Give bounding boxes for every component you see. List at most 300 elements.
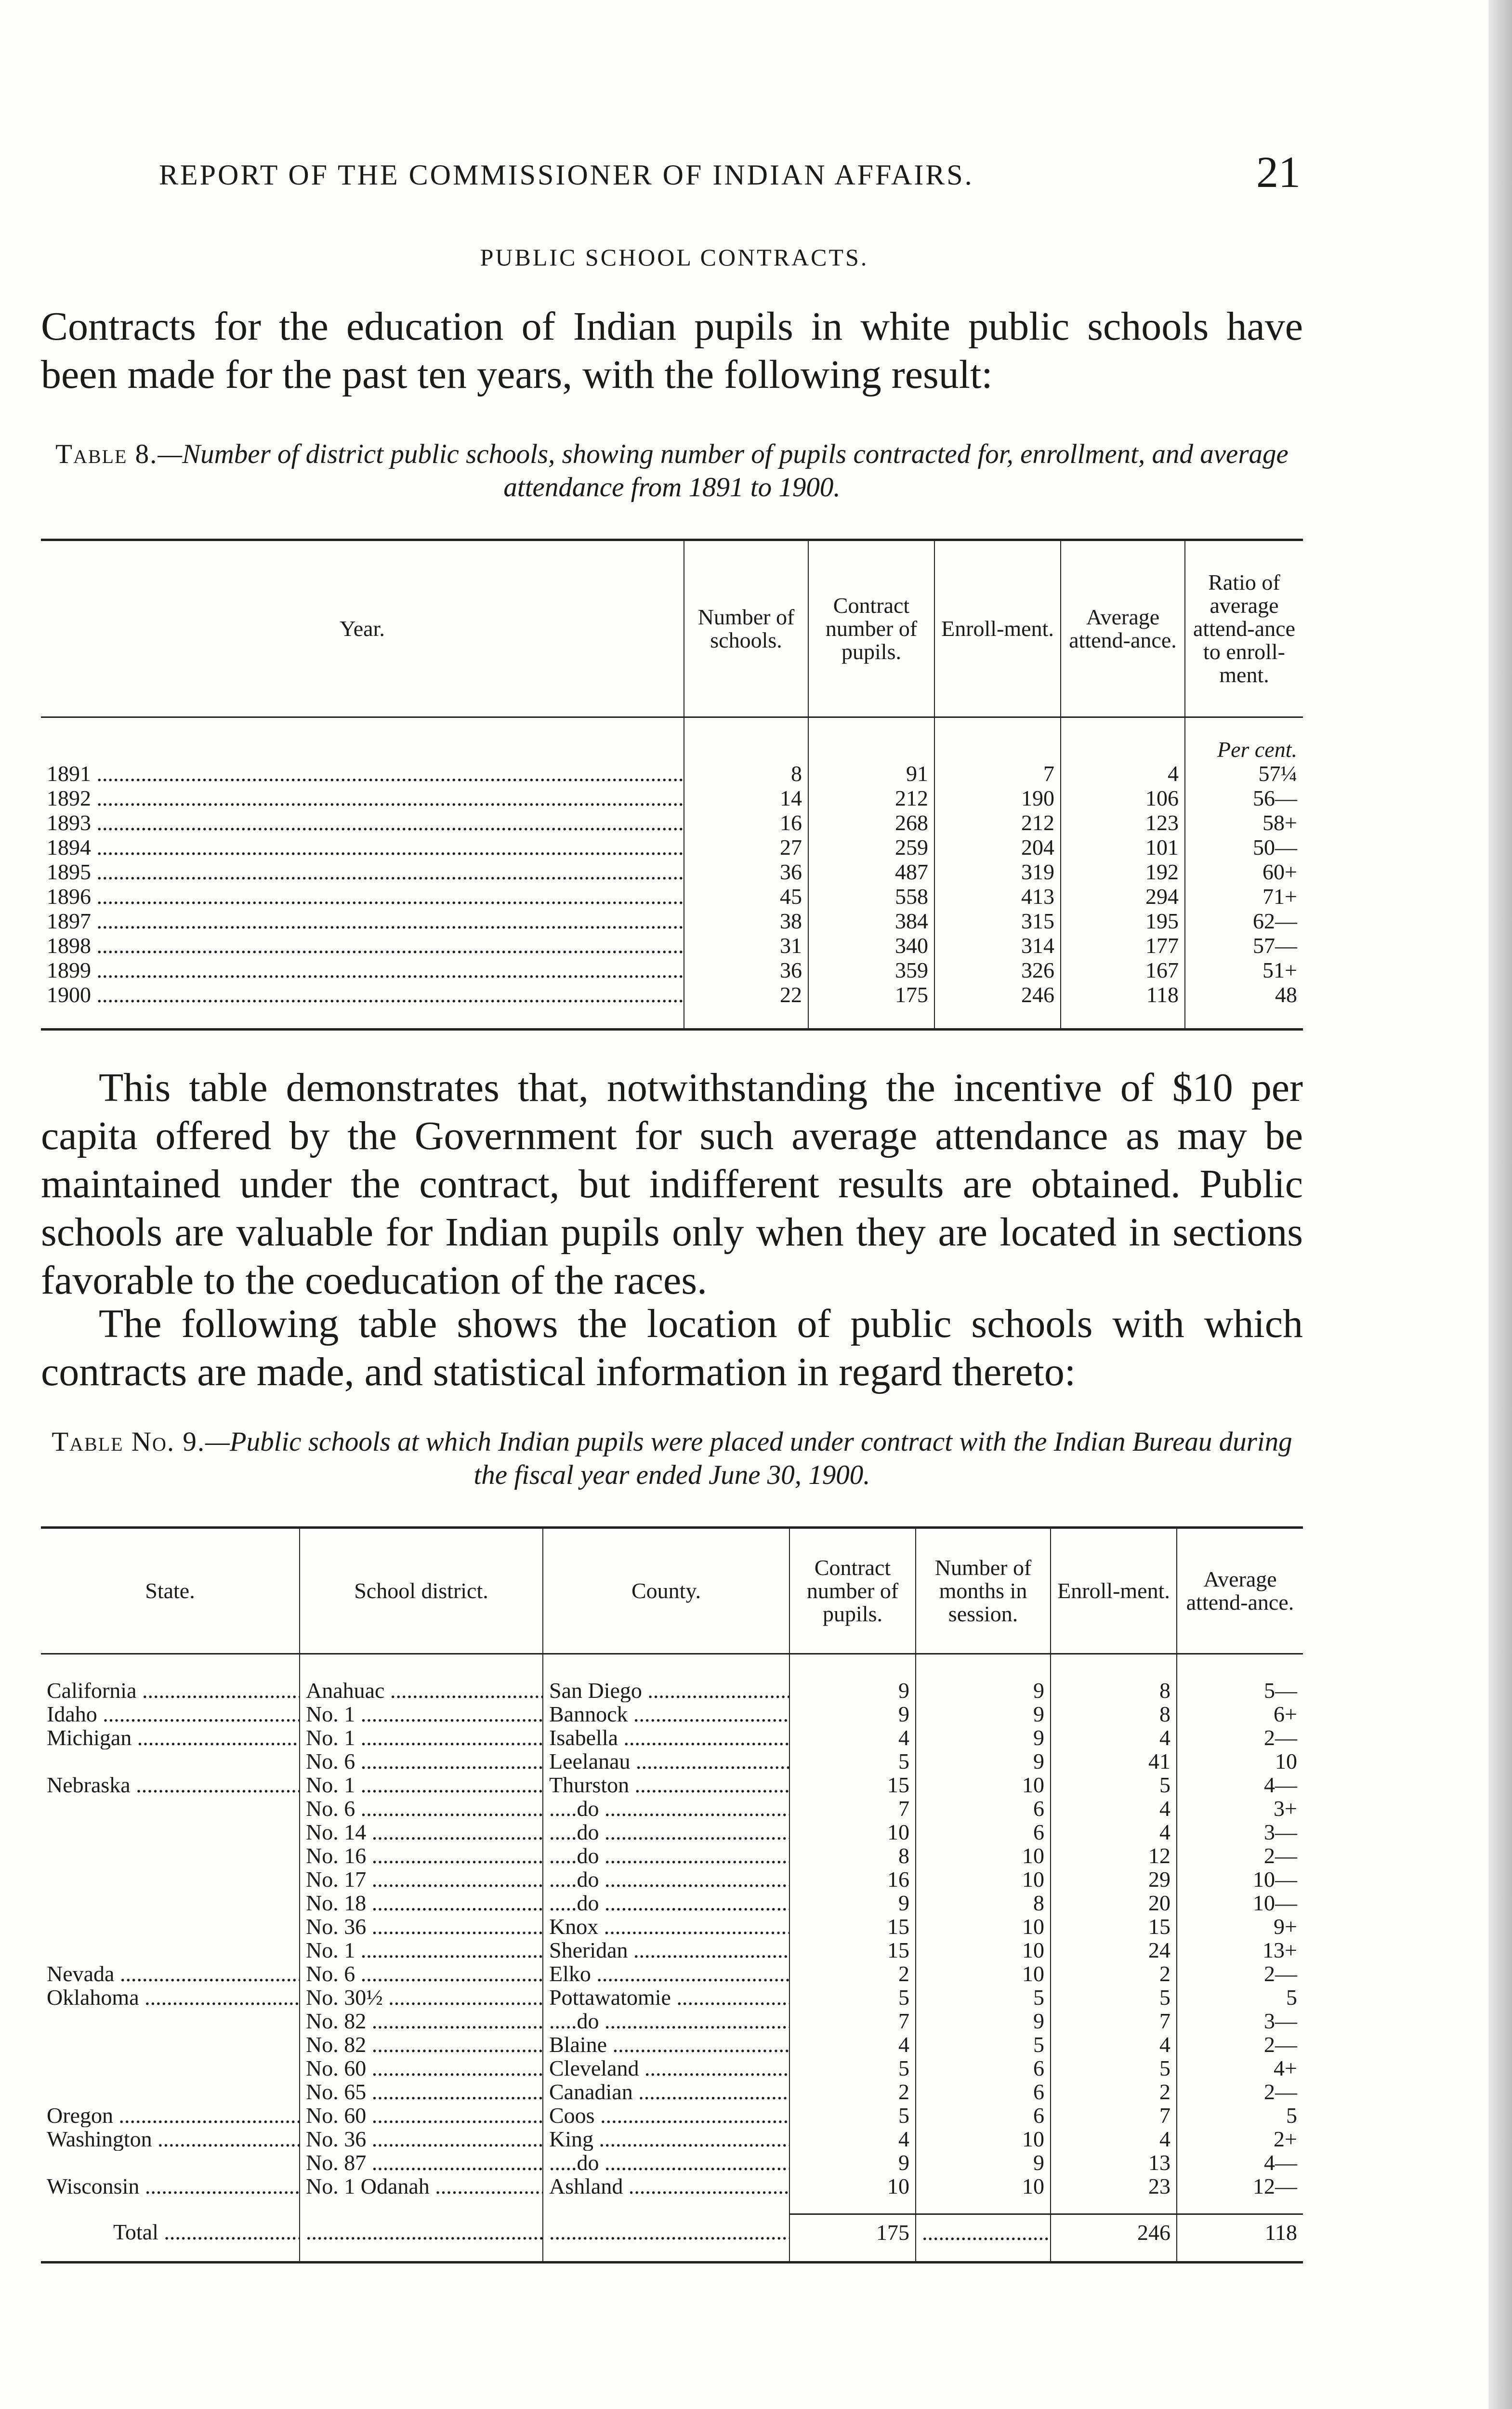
table9-row: [41, 1797, 1303, 1820]
table9-col-header: State.: [41, 1528, 300, 1654]
table9-district-cell-text: No. 82: [306, 2009, 367, 2033]
table9-row: [41, 2174, 1303, 2198]
table9-county-cell-text: .....do: [549, 2151, 599, 2174]
table9-row: [41, 1891, 1303, 1915]
table8-value-cell: 123: [1061, 810, 1185, 835]
table8-row: [41, 909, 1303, 933]
table9-district-cell: [300, 2056, 543, 2080]
table9-value-cell: 5: [789, 1749, 916, 1773]
table9-county-cell-text: Elko: [549, 1962, 591, 1985]
table8-value-cell: 60+: [1185, 860, 1303, 884]
table9-county-cell: [543, 1844, 789, 1867]
table9-value-cell: 6+: [1177, 1702, 1303, 1726]
body-paragraph-2: The following table shows the location of public schools with which contracts are made, and statistical information in regard thereto:: [41, 1301, 1303, 1394]
table9-county-cell-text: San Diego: [549, 1679, 642, 1702]
table8-value-cell: 36: [684, 860, 808, 884]
table9-district-cell: [300, 2080, 543, 2104]
table9-value-cell: 5: [789, 2056, 916, 2080]
table8: [41, 539, 1303, 1031]
table9-county-cell-text: Pottawatomie: [549, 1985, 671, 2009]
table8-year-cell: [41, 884, 684, 909]
table8-value-cell: 101: [1061, 835, 1185, 860]
table8-col-header: Number of schools.: [684, 540, 808, 717]
table9-value-cell: 4: [789, 2033, 916, 2056]
table9-row: [41, 1679, 1303, 1702]
table9-value-cell: 9+: [1177, 1915, 1303, 1938]
table8-value-cell: 14: [684, 786, 808, 810]
table9-value-cell: 5: [1051, 1985, 1177, 2009]
table8-col-header: Contract number of pupils.: [808, 540, 934, 717]
table9-county-cell: [543, 1749, 789, 1773]
table9-value-cell: 2—: [1177, 2080, 1303, 2104]
table8-value-cell: 56—: [1185, 786, 1303, 810]
table9-header-row: [41, 1528, 1303, 1654]
table9-district-cell: [300, 1891, 543, 1915]
table9-county-cell: [543, 1679, 789, 1702]
table9-total-contract: 175: [789, 2214, 916, 2263]
table9-value-cell: 7: [1051, 2009, 1177, 2033]
table8-year-cell-text: 1899: [47, 958, 91, 982]
table9-district-cell-text: No. 1: [306, 1702, 355, 1726]
table9-county-cell-text: Cleveland: [549, 2056, 639, 2080]
table9-district-cell-text: No. 14: [306, 1820, 367, 1844]
intro-paragraph: Contracts for the education of Indian pupils in white public schools have been made for the past ten years, with the following result:: [41, 304, 1303, 397]
table9-row: [41, 1985, 1303, 2009]
table9-value-cell: 13: [1051, 2151, 1177, 2174]
table9-district-cell-text: No. 1 Odanah: [306, 2174, 430, 2198]
table9-row: [41, 1749, 1303, 1773]
table9-state-cell: [41, 1749, 300, 1773]
table9-state-cell: [41, 1820, 300, 1844]
table8-value-cell: 314: [934, 933, 1061, 958]
table8-year-cell-text: 1892: [47, 786, 91, 810]
table8-caption: [41, 437, 1303, 504]
table9-value-cell: 9: [789, 2151, 916, 2174]
table9-state-cell-text: California: [47, 1679, 137, 1702]
table9-value-cell: 10: [789, 1820, 916, 1844]
table8-value-cell: 51+: [1185, 958, 1303, 982]
table9-value-cell: 10: [916, 2127, 1051, 2151]
table9-state-cell-text: Michigan: [47, 1726, 132, 1749]
table8-year-cell-text: 1895: [47, 860, 91, 884]
table9-value-cell: 20: [1051, 1891, 1177, 1915]
table9-value-cell: 10—: [1177, 1891, 1303, 1915]
table8-value-cell: 27: [684, 835, 808, 860]
section-title: PUBLIC SCHOOL CONTRACTS.: [480, 244, 869, 271]
table9-col-header: Contract number of pupils.: [789, 1528, 916, 1654]
table9-district-cell-text: No. 30½: [306, 1985, 383, 2009]
table8-row: [41, 933, 1303, 958]
table9-district-cell-text: No. 65: [306, 2080, 367, 2104]
table9-value-cell: 4: [789, 2127, 916, 2151]
table9-county-cell: [543, 1773, 789, 1797]
table8-row: [41, 982, 1303, 1030]
table9-state-cell: [41, 2056, 300, 2080]
table9-district-cell-text: No. 1: [306, 1726, 355, 1749]
table8-value-cell: 319: [934, 860, 1061, 884]
table9-state-cell: [41, 1915, 300, 1938]
table9-value-cell: 4: [1051, 2033, 1177, 2056]
table8-col-header: Average attend-ance.: [1061, 540, 1185, 717]
table9-value-cell: 5: [1051, 1773, 1177, 1797]
table9-state-cell: [41, 2151, 300, 2174]
table8-value-cell: 177: [1061, 933, 1185, 958]
table8-year-cell: [41, 810, 684, 835]
table9-value-cell: 29: [1051, 1867, 1177, 1891]
table8-row: [41, 884, 1303, 909]
table9-value-cell: 7: [789, 2009, 916, 2033]
table9-row: [41, 1844, 1303, 1867]
table9-total-row: [41, 2214, 1303, 2263]
table9-value-cell: 10: [789, 2174, 916, 2198]
table9-col-header: County.: [543, 1528, 789, 1654]
table9-state-cell: [41, 2009, 300, 2033]
table9-state-cell: [41, 2033, 300, 2056]
table9-value-cell: 10: [916, 1773, 1051, 1797]
table9-state-cell-text: Oklahoma: [47, 1985, 139, 2009]
table9-county-cell: [543, 2009, 789, 2033]
table9-total-empty: [543, 2214, 789, 2263]
table9-state-cell: [41, 1679, 300, 1702]
table9-state-cell: [41, 1891, 300, 1915]
table9-state-cell: [41, 2080, 300, 2104]
table9-county-cell: [543, 2056, 789, 2080]
table8-value-cell: 22: [684, 982, 808, 1030]
table8-value-cell: 175: [808, 982, 934, 1030]
table9-value-cell: 6: [916, 2080, 1051, 2104]
table9-county-cell-text: .....do: [549, 1797, 599, 1820]
table8-value-cell: 212: [934, 810, 1061, 835]
table9-caption-text: —Public schools at which Indian pupils were placed under contract with the Indian Bureau during the fiscal year ended June 30, 1900.: [205, 1427, 1292, 1490]
page-edge-shadow: [1489, 0, 1512, 2409]
table9-county-cell-text: Coos: [549, 2104, 595, 2127]
table9-district-cell-text: No. 36: [306, 1915, 367, 1938]
table9-value-cell: 23: [1051, 2174, 1177, 2198]
table8-value-cell: 167: [1061, 958, 1185, 982]
table9-value-cell: 13+: [1177, 1938, 1303, 1962]
table9-county-cell-text: Bannock: [549, 1702, 628, 1726]
table8-row: [41, 761, 1303, 786]
table9-county-cell: [543, 2174, 789, 2198]
table9-district-cell-text: No. 18: [306, 1891, 367, 1915]
body-paragraph-1: This table demonstrates that, notwithstanding the incentive of $10 per capita offered by the Government for such average attendance as may be maintained under the contract, but indifferent results are obtained. Public schools are valuable for Indian pupils only when they are located in sections favorable to the coeducation of the races.: [41, 1065, 1303, 1303]
table9-district-cell-text: No. 60: [306, 2056, 367, 2080]
table8-col-header: Year.: [41, 540, 684, 717]
table9-row: [41, 1702, 1303, 1726]
table9-value-cell: 2—: [1177, 1726, 1303, 1749]
table9-value-cell: 10: [916, 1867, 1051, 1891]
table9-row: [41, 1962, 1303, 1985]
table9-value-cell: 10: [916, 1915, 1051, 1938]
table9-county-cell-text: .....do: [549, 2009, 599, 2033]
table9-value-cell: 4+: [1177, 2056, 1303, 2080]
table9-county-cell: [543, 1867, 789, 1891]
table9-value-cell: 15: [789, 1915, 916, 1938]
table8-value-cell: 195: [1061, 909, 1185, 933]
table9-value-cell: 2: [1051, 1962, 1177, 1985]
table8-value-cell: 118: [1061, 982, 1185, 1030]
table8-row: [41, 810, 1303, 835]
table9-value-cell: 3—: [1177, 1820, 1303, 1844]
table9-county-cell-text: Sheridan: [549, 1938, 628, 1962]
table9-state-cell: [41, 1867, 300, 1891]
table9-value-cell: 9: [789, 1702, 916, 1726]
table9-county-cell: [543, 1820, 789, 1844]
table9-district-cell: [300, 2127, 543, 2151]
table8-year-cell: [41, 860, 684, 884]
table9-value-cell: 5: [1177, 2104, 1303, 2127]
table9-value-cell: 6: [916, 1797, 1051, 1820]
table9-value-cell: 10: [916, 1844, 1051, 1867]
table9-county-cell: [543, 1938, 789, 1962]
table9-value-cell: 9: [916, 1702, 1051, 1726]
table8-row: [41, 835, 1303, 860]
table9-value-cell: 8: [1051, 1679, 1177, 1702]
table9-district-cell-text: No. 17: [306, 1867, 367, 1891]
table9-col-header: Average attend-ance.: [1177, 1528, 1303, 1654]
table9-state-cell: [41, 1773, 300, 1797]
table9-value-cell: 8: [1051, 1702, 1177, 1726]
table8-year-cell-text: 1891: [47, 761, 91, 786]
table9-caption-label: Table No. 9.: [52, 1427, 206, 1457]
table9-row: [41, 2151, 1303, 2174]
table9-county-cell: [543, 2151, 789, 2174]
table9-state-cell: [41, 1962, 300, 1985]
table9-state-cell: [41, 1702, 300, 1726]
table9-value-cell: 24: [1051, 1938, 1177, 1962]
table9-district-cell-text: No. 6: [306, 1962, 355, 1985]
table8-year-cell: [41, 909, 684, 933]
table9-county-cell-text: Knox: [549, 1915, 599, 1938]
table9-value-cell: 6: [916, 2056, 1051, 2080]
table9-county-cell-text: Blaine: [549, 2033, 607, 2056]
table9-value-cell: 3—: [1177, 2009, 1303, 2033]
table9-county-cell: [543, 1962, 789, 1985]
table9-county-cell-text: King: [549, 2127, 593, 2151]
table9-district-cell: [300, 1844, 543, 1867]
table9-district-cell: [300, 1962, 543, 1985]
table9-value-cell: 2—: [1177, 2033, 1303, 2056]
table9-value-cell: 2—: [1177, 1962, 1303, 1985]
table8-value-cell: 57¼: [1185, 761, 1303, 786]
table8-value-cell: 487: [808, 860, 934, 884]
table9-state-cell-text: Nebraska: [47, 1773, 131, 1797]
table8-value-cell: 7: [934, 761, 1061, 786]
table9-state-cell-text: Oregon: [47, 2104, 113, 2127]
table8-value-cell: 57—: [1185, 933, 1303, 958]
table9-district-cell: [300, 1726, 543, 1749]
table8-caption-label: Table 8.: [55, 439, 158, 469]
table9-district-cell-text: No. 82: [306, 2033, 367, 2056]
table9-value-cell: 4—: [1177, 1773, 1303, 1797]
table9-district-cell: [300, 2009, 543, 2033]
table9-value-cell: 9: [916, 2151, 1051, 2174]
table9-county-cell: [543, 1891, 789, 1915]
table9-value-cell: 9: [916, 2009, 1051, 2033]
table9-district-cell-text: No. 36: [306, 2127, 367, 2151]
table9-district-cell-text: No. 1: [306, 1773, 355, 1797]
table9-caption: [41, 1425, 1303, 1492]
table9-county-cell-text: Thurston: [549, 1773, 630, 1797]
table8-row: [41, 958, 1303, 982]
table8-value-cell: 38: [684, 909, 808, 933]
table8-year-cell: [41, 958, 684, 982]
table9-state-cell-text: Washington: [47, 2127, 152, 2151]
table9-row: [41, 1938, 1303, 1962]
table8-year-cell: [41, 761, 684, 786]
table8-col-header: Ratio of average attend-ance to enroll-ment.: [1185, 540, 1303, 717]
table9-county-cell-text: .....do: [549, 1891, 599, 1915]
table9-value-cell: 9: [916, 1679, 1051, 1702]
table9-county-cell: [543, 2127, 789, 2151]
table9-district-cell: [300, 2151, 543, 2174]
table8-value-cell: 48: [1185, 982, 1303, 1030]
table8-unit-note: Per cent.: [1185, 738, 1303, 761]
table9-value-cell: 2: [789, 2080, 916, 2104]
table9-total-label: Total .....: [41, 2214, 300, 2263]
table9-value-cell: 8: [789, 1844, 916, 1867]
table8-col-header: Enroll-ment.: [934, 540, 1061, 717]
table8-value-cell: 71+: [1185, 884, 1303, 909]
table9-state-cell: [41, 1844, 300, 1867]
table9-district-cell: [300, 1702, 543, 1726]
table8-value-cell: 246: [934, 982, 1061, 1030]
table9-row: [41, 1773, 1303, 1797]
table8-value-cell: 106: [1061, 786, 1185, 810]
table8-value-cell: 384: [808, 909, 934, 933]
table9-value-cell: 5—: [1177, 1679, 1303, 1702]
table8-year-cell-text: 1898: [47, 933, 91, 958]
table8-value-cell: 58+: [1185, 810, 1303, 835]
table9-district-cell-text: No. 60: [306, 2104, 367, 2127]
table9-value-cell: 8: [916, 1891, 1051, 1915]
table9-value-cell: 10: [916, 1962, 1051, 1985]
table8-value-cell: 31: [684, 933, 808, 958]
table9-value-cell: 6: [916, 2104, 1051, 2127]
table8-value-cell: 326: [934, 958, 1061, 982]
table9-row: [41, 2056, 1303, 2080]
table8-caption-text: —Number of district public schools, showing number of pupils contracted for, enrollment, and average attendance from 1891 to 1900.: [158, 439, 1288, 503]
table8-value-cell: 4: [1061, 761, 1185, 786]
table8-year-cell: [41, 786, 684, 810]
table9-county-cell-text: .....do: [549, 1844, 599, 1867]
table9-value-cell: 5: [916, 2033, 1051, 2056]
table9-county-cell: [543, 2104, 789, 2127]
table9-value-cell: 4: [1051, 1820, 1177, 1844]
table9-row: [41, 2127, 1303, 2151]
table9-county-cell: [543, 1915, 789, 1938]
table8-year-cell-text: 1893: [47, 810, 91, 835]
table9-state-cell-text: Wisconsin: [47, 2174, 140, 2198]
table9-value-cell: 9: [916, 1726, 1051, 1749]
table9-value-cell: 10: [916, 2174, 1051, 2198]
table8-value-cell: 413: [934, 884, 1061, 909]
table9-value-cell: 4: [1051, 1726, 1177, 1749]
table9-district-cell-text: No. 6: [306, 1749, 355, 1773]
table9-state-cell: [41, 1726, 300, 1749]
table9-value-cell: 2: [789, 1962, 916, 1985]
table9-value-cell: 5: [1177, 1985, 1303, 2009]
table9-district-cell: [300, 1867, 543, 1891]
table9-district-cell: [300, 2104, 543, 2127]
table9-value-cell: 12—: [1177, 2174, 1303, 2198]
table9-state-cell: [41, 1985, 300, 2009]
table8-value-cell: 91: [808, 761, 934, 786]
table9-total-enrollment: 246: [1051, 2214, 1177, 2263]
table9-county-cell-text: Isabella: [549, 1726, 618, 1749]
table9-total-empty: [916, 2214, 1051, 2263]
table8-row: [41, 860, 1303, 884]
table9-value-cell: 2—: [1177, 1844, 1303, 1867]
table9-district-cell: [300, 1773, 543, 1797]
table9-district-cell-text: No. 87: [306, 2151, 367, 2174]
table9-county-cell: [543, 1726, 789, 1749]
table9-county-cell: [543, 2080, 789, 2104]
table9-district-cell: [300, 1938, 543, 1962]
running-title: REPORT OF THE COMMISSIONER OF INDIAN AFFAIRS.: [159, 159, 974, 191]
table9-value-cell: 4: [1051, 2127, 1177, 2151]
table9-row: [41, 2009, 1303, 2033]
table9-value-cell: 15: [789, 1773, 916, 1797]
table8-value-cell: 16: [684, 810, 808, 835]
table8-value-cell: 294: [1061, 884, 1185, 909]
table9-value-cell: 9: [789, 1891, 916, 1915]
table9-value-cell: 4—: [1177, 2151, 1303, 2174]
table9-district-cell-text: Anahuac: [306, 1679, 385, 1702]
table9-state-cell: [41, 2127, 300, 2151]
table9-row: [41, 1915, 1303, 1938]
table8-value-cell: 212: [808, 786, 934, 810]
table9-value-cell: 10: [1177, 1749, 1303, 1773]
table9-value-cell: 6: [916, 1820, 1051, 1844]
table9-county-cell: [543, 2033, 789, 2056]
table8-value-cell: 359: [808, 958, 934, 982]
table8-year-cell-text: 1897: [47, 909, 91, 933]
table8-value-cell: 190: [934, 786, 1061, 810]
table9-district-cell: [300, 1915, 543, 1938]
table8-value-cell: 45: [684, 884, 808, 909]
table9-value-cell: 9: [789, 1679, 916, 1702]
table9-state-cell: [41, 1797, 300, 1820]
table8-value-cell: 315: [934, 909, 1061, 933]
table8-value-cell: 204: [934, 835, 1061, 860]
table9-district-cell: [300, 1985, 543, 2009]
table9-value-cell: 5: [789, 2104, 916, 2127]
table9-value-cell: 2+: [1177, 2127, 1303, 2151]
table9-county-cell-text: .....do: [549, 1867, 599, 1891]
table9-value-cell: 15: [1051, 1915, 1177, 1938]
table9-value-cell: 41: [1051, 1749, 1177, 1773]
table8-value-cell: 192: [1061, 860, 1185, 884]
table9-value-cell: 2: [1051, 2080, 1177, 2104]
table8-value-cell: 558: [808, 884, 934, 909]
table8-value-cell: 50—: [1185, 835, 1303, 860]
table9-row: [41, 1867, 1303, 1891]
running-head: [159, 145, 1301, 198]
table9-district-cell: [300, 1820, 543, 1844]
table9-county-cell-text: .....do: [549, 1820, 599, 1844]
table9-col-header: Number of months in session.: [916, 1528, 1051, 1654]
table9-district-cell-text: No. 1: [306, 1938, 355, 1962]
table9-value-cell: 15: [789, 1938, 916, 1962]
table9-district-cell: [300, 2033, 543, 2056]
table9-county-cell: [543, 1797, 789, 1820]
table9-row: [41, 2104, 1303, 2127]
table8-header-row: [41, 540, 1303, 717]
table9-value-cell: 3+: [1177, 1797, 1303, 1820]
table9-county-cell-text: Canadian: [549, 2080, 633, 2104]
table9-state-cell: [41, 2174, 300, 2198]
